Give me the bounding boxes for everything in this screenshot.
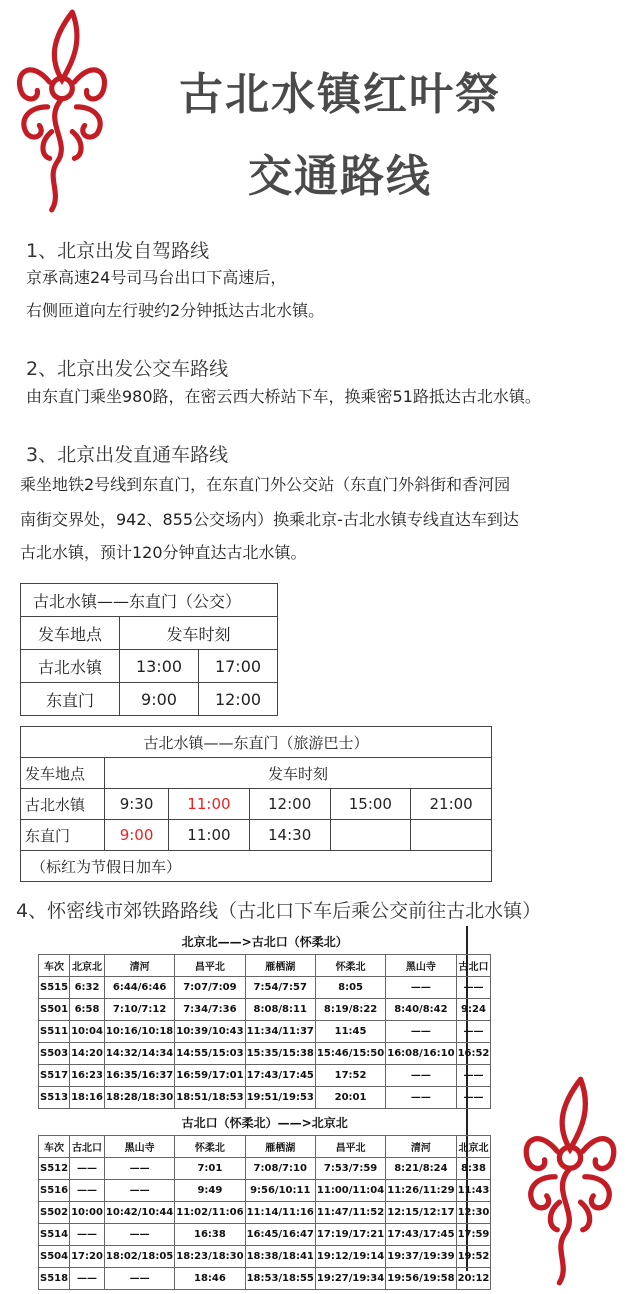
column-header: 发车时刻 (105, 758, 492, 789)
table-cell: 16:38 (175, 1224, 245, 1246)
table-row (39, 1158, 491, 1180)
column-header: 发车时刻 (120, 617, 278, 650)
table-cell: 9:00 (120, 683, 199, 716)
table-cell: 17:59 (456, 1224, 491, 1246)
section3-heading: 3、北京出发直通车路线 (26, 444, 229, 466)
table-cell: S517 (39, 1065, 70, 1087)
table-cell: 19:12/19:14 (315, 1246, 385, 1268)
table-row (39, 1246, 491, 1268)
table-cell: 18:53/18:55 (245, 1268, 315, 1290)
table-cell: —— (70, 1158, 105, 1180)
table-cell: 7:01 (175, 1158, 245, 1180)
column-header: 清河 (386, 1136, 456, 1158)
table-cell: 11:00/11:04 (315, 1180, 385, 1202)
table-cell: 10:42/10:44 (104, 1202, 174, 1224)
table-cell: 18:28/18:30 (104, 1087, 174, 1109)
column-header: 发车地点 (21, 617, 120, 650)
column-header: 雁栖湖 (245, 955, 315, 977)
table-cell: —— (386, 1087, 456, 1109)
table-caption: 古北水镇——东直门（旅游巴士） (21, 727, 492, 758)
column-header: 北京北 (70, 955, 105, 977)
column-header: 雁栖湖 (245, 1136, 315, 1158)
table-cell: 15:46/15:50 (315, 1043, 385, 1065)
table-row (39, 999, 491, 1021)
table-cell: 19:51/19:53 (245, 1087, 315, 1109)
table-cell: 15:35/15:38 (245, 1043, 315, 1065)
table-cell: S502 (39, 1202, 70, 1224)
table-cell: —— (386, 977, 456, 999)
table-cell: 18:02/18:05 (104, 1246, 174, 1268)
header-row (39, 1136, 491, 1158)
table-cell: 8:05 (315, 977, 385, 999)
table-cell: 11:14/11:16 (245, 1202, 315, 1224)
red-ornament-logo (515, 1075, 625, 1287)
table-row (39, 1065, 491, 1087)
table-cell: 16:45/16:47 (245, 1224, 315, 1246)
table-cell: 16:59/17:01 (175, 1065, 245, 1087)
table-cell: S516 (39, 1180, 70, 1202)
table-cell: S514 (39, 1224, 70, 1246)
table-cell: 7:08/7:10 (245, 1158, 315, 1180)
section3-line: 古北水镇，预计120分钟直达古北水镇。 (20, 543, 307, 562)
table-cell: 12:30 (456, 1202, 491, 1224)
table-cell: 16:23 (70, 1065, 105, 1087)
table-row (39, 977, 491, 999)
table-caption: 北京北——>古北口（怀柔北） (39, 928, 491, 955)
table-cell: 古北水镇 (21, 650, 120, 683)
table-cell: 9:30 (105, 789, 169, 820)
table-cell: 8:08/8:11 (245, 999, 315, 1021)
table-cell: —— (104, 1158, 174, 1180)
table-cell: 10:00 (70, 1202, 105, 1224)
table-cell: 东直门 (21, 683, 120, 716)
table-row (21, 683, 278, 716)
table-cell: —— (386, 1021, 456, 1043)
column-header: 清河 (104, 955, 174, 977)
table-cell: 7:34/7:36 (175, 999, 245, 1021)
table-cell: 17:20 (70, 1246, 105, 1268)
table-cell: —— (104, 1268, 174, 1290)
holiday-time-cell: 9:00 (105, 820, 169, 851)
table-cell: 18:38/18:41 (245, 1246, 315, 1268)
table-row (21, 820, 492, 851)
section1-line: 右侧匝道向左行驶约2分钟抵达古北水镇。 (26, 301, 325, 320)
table-cell: 8:21/8:24 (386, 1158, 456, 1180)
table-cell: 19:27/19:34 (315, 1268, 385, 1290)
column-header: 发车地点 (21, 758, 105, 789)
table-note: （标红为节假日加车） (21, 851, 492, 882)
table-cell: 14:32/14:34 (104, 1043, 174, 1065)
section2-line: 由东直门乘坐980路，在密云西大桥站下车，换乘密51路抵达古北水镇。 (26, 387, 541, 406)
table-cell: 古北水镇 (21, 789, 105, 820)
table-cell: —— (104, 1180, 174, 1202)
table-cell: S511 (39, 1021, 70, 1043)
table-cell: —— (386, 1065, 456, 1087)
table-cell: 8:40/8:42 (386, 999, 456, 1021)
table-cell: 14:55/15:03 (175, 1043, 245, 1065)
table-cell: 14:20 (70, 1043, 105, 1065)
page-title: 古北水镇红叶祭 (179, 69, 501, 120)
table-row (39, 1087, 491, 1109)
rail-timetables (38, 928, 490, 1290)
table-cell: —— (456, 1087, 491, 1109)
page-subtitle: 交通路线 (248, 151, 432, 202)
table-cell: 10:39/10:43 (175, 1021, 245, 1043)
table-row (21, 789, 492, 820)
rail-timetable-outbound (38, 928, 491, 1109)
table-cell (411, 820, 492, 851)
table-cell: 11:26/11:29 (386, 1180, 456, 1202)
table-cell: 10:16/10:18 (104, 1021, 174, 1043)
table-cell: 17:43/17:45 (386, 1224, 456, 1246)
table-cell: 11:00 (169, 820, 250, 851)
column-header: 黑山寺 (104, 1136, 174, 1158)
column-header: 怀柔北 (175, 1136, 245, 1158)
section1-line: 京承高速24号司马台出口下高速后， (26, 268, 287, 287)
column-header: 车次 (39, 955, 70, 977)
table-cell: 16:35/16:37 (104, 1065, 174, 1087)
table-cell: 19:37/19:39 (386, 1246, 456, 1268)
table-cell: 20:01 (315, 1087, 385, 1109)
table-cell: 21:00 (411, 789, 492, 820)
table-cell: 8:19/8:22 (315, 999, 385, 1021)
table-cell: 7:54/7:57 (245, 977, 315, 999)
table-row (39, 1224, 491, 1246)
table-cell: 6:44/6:46 (104, 977, 174, 999)
column-header: 黑山寺 (386, 955, 456, 977)
table-cell: 17:52 (315, 1065, 385, 1087)
table-cell: 东直门 (21, 820, 105, 851)
column-header: 古北口 (70, 1136, 105, 1158)
table-cell: 17:00 (198, 650, 277, 683)
table-cell: —— (70, 1180, 105, 1202)
table-cell: 18:51/18:53 (175, 1087, 245, 1109)
table-cell: 17:19/17:21 (315, 1224, 385, 1246)
table-cell: 9:24 (456, 999, 491, 1021)
table-row (39, 1202, 491, 1224)
table-caption: 古北口（怀柔北）——>北京北 (39, 1109, 491, 1136)
table-cell: 6:58 (70, 999, 105, 1021)
table-cell: 9:49 (175, 1180, 245, 1202)
table-cell: —— (456, 1065, 491, 1087)
table-cell: 12:00 (198, 683, 277, 716)
table-cell: 19:52 (456, 1246, 491, 1268)
table-cell: S515 (39, 977, 70, 999)
table-cell: S501 (39, 999, 70, 1021)
table-cell: —— (70, 1224, 105, 1246)
table-cell: S504 (39, 1246, 70, 1268)
table-cell: 16:08/16:10 (386, 1043, 456, 1065)
table-cell: 13:00 (120, 650, 199, 683)
table-cell: S513 (39, 1087, 70, 1109)
column-header: 北京北 (456, 1136, 491, 1158)
table-cell: S503 (39, 1043, 70, 1065)
table-caption: 古北水镇——东直门（公交） (21, 584, 278, 617)
column-header: 车次 (39, 1136, 70, 1158)
table-cell: —— (70, 1268, 105, 1290)
table-row (39, 1043, 491, 1065)
table-cell: —— (104, 1224, 174, 1246)
table-cell (330, 820, 411, 851)
column-header: 怀柔北 (315, 955, 385, 977)
table-row (39, 1021, 491, 1043)
table-cell: 8:38 (456, 1158, 491, 1180)
table-cell: 11:47/11:52 (315, 1202, 385, 1224)
table-cell: —— (456, 977, 491, 999)
column-header: 昌平北 (175, 955, 245, 977)
table-row (39, 1180, 491, 1202)
table-row (39, 1268, 491, 1290)
section2-heading: 2、北京出发公交车路线 (26, 358, 229, 380)
table-cell: 7:07/7:09 (175, 977, 245, 999)
table-cell: 19:56/19:58 (386, 1268, 456, 1290)
column-header: 昌平北 (315, 1136, 385, 1158)
table-cell: 12:15/12:17 (386, 1202, 456, 1224)
table-cell: 17:43/17:45 (245, 1065, 315, 1087)
section4-heading: 4、怀密线市郊铁路路线（古北口下车后乘公交前往古北水镇） (16, 900, 542, 922)
table-cell: 11:02/11:06 (175, 1202, 245, 1224)
section1-heading: 1、北京出发自驾路线 (26, 240, 210, 262)
column-header: 古北口 (456, 955, 491, 977)
table-cell: 14:30 (249, 820, 330, 851)
table-cell: 15:00 (330, 789, 411, 820)
table-cell: 7:10/7:12 (104, 999, 174, 1021)
table-cell: 6:32 (70, 977, 105, 999)
table-cell: —— (456, 1021, 491, 1043)
table-cell: 12:00 (249, 789, 330, 820)
table-row (21, 650, 278, 683)
table-cell: 11:45 (315, 1021, 385, 1043)
holiday-time-cell: 11:00 (169, 789, 250, 820)
table-cell: S518 (39, 1268, 70, 1290)
table-cell: 10:04 (70, 1021, 105, 1043)
section3-line: 乘坐地铁2号线到东直门，在东直门外公交站（东直门外斜街和香河园 (20, 475, 511, 494)
table-cell: 11:34/11:37 (245, 1021, 315, 1043)
table-cell: 18:16 (70, 1087, 105, 1109)
table-cell: 7:53/7:59 (315, 1158, 385, 1180)
table-cell: 18:46 (175, 1268, 245, 1290)
section3-line: 南街交界处，942、855公交场内）换乘北京-古北水镇专线直达车到达 (20, 510, 519, 529)
table-cell: 20:12 (456, 1268, 491, 1290)
header-row (39, 955, 491, 977)
table-cell: 9:56/10:11 (245, 1180, 315, 1202)
table-cell: 16:52 (456, 1043, 491, 1065)
tour-bus-schedule-table (20, 726, 492, 882)
table-cell: 11:43 (456, 1180, 491, 1202)
rail-timetable-return (38, 1109, 491, 1290)
bus-schedule-table (20, 583, 278, 716)
table-cell: 18:23/18:30 (175, 1246, 245, 1268)
table-cell: S512 (39, 1158, 70, 1180)
